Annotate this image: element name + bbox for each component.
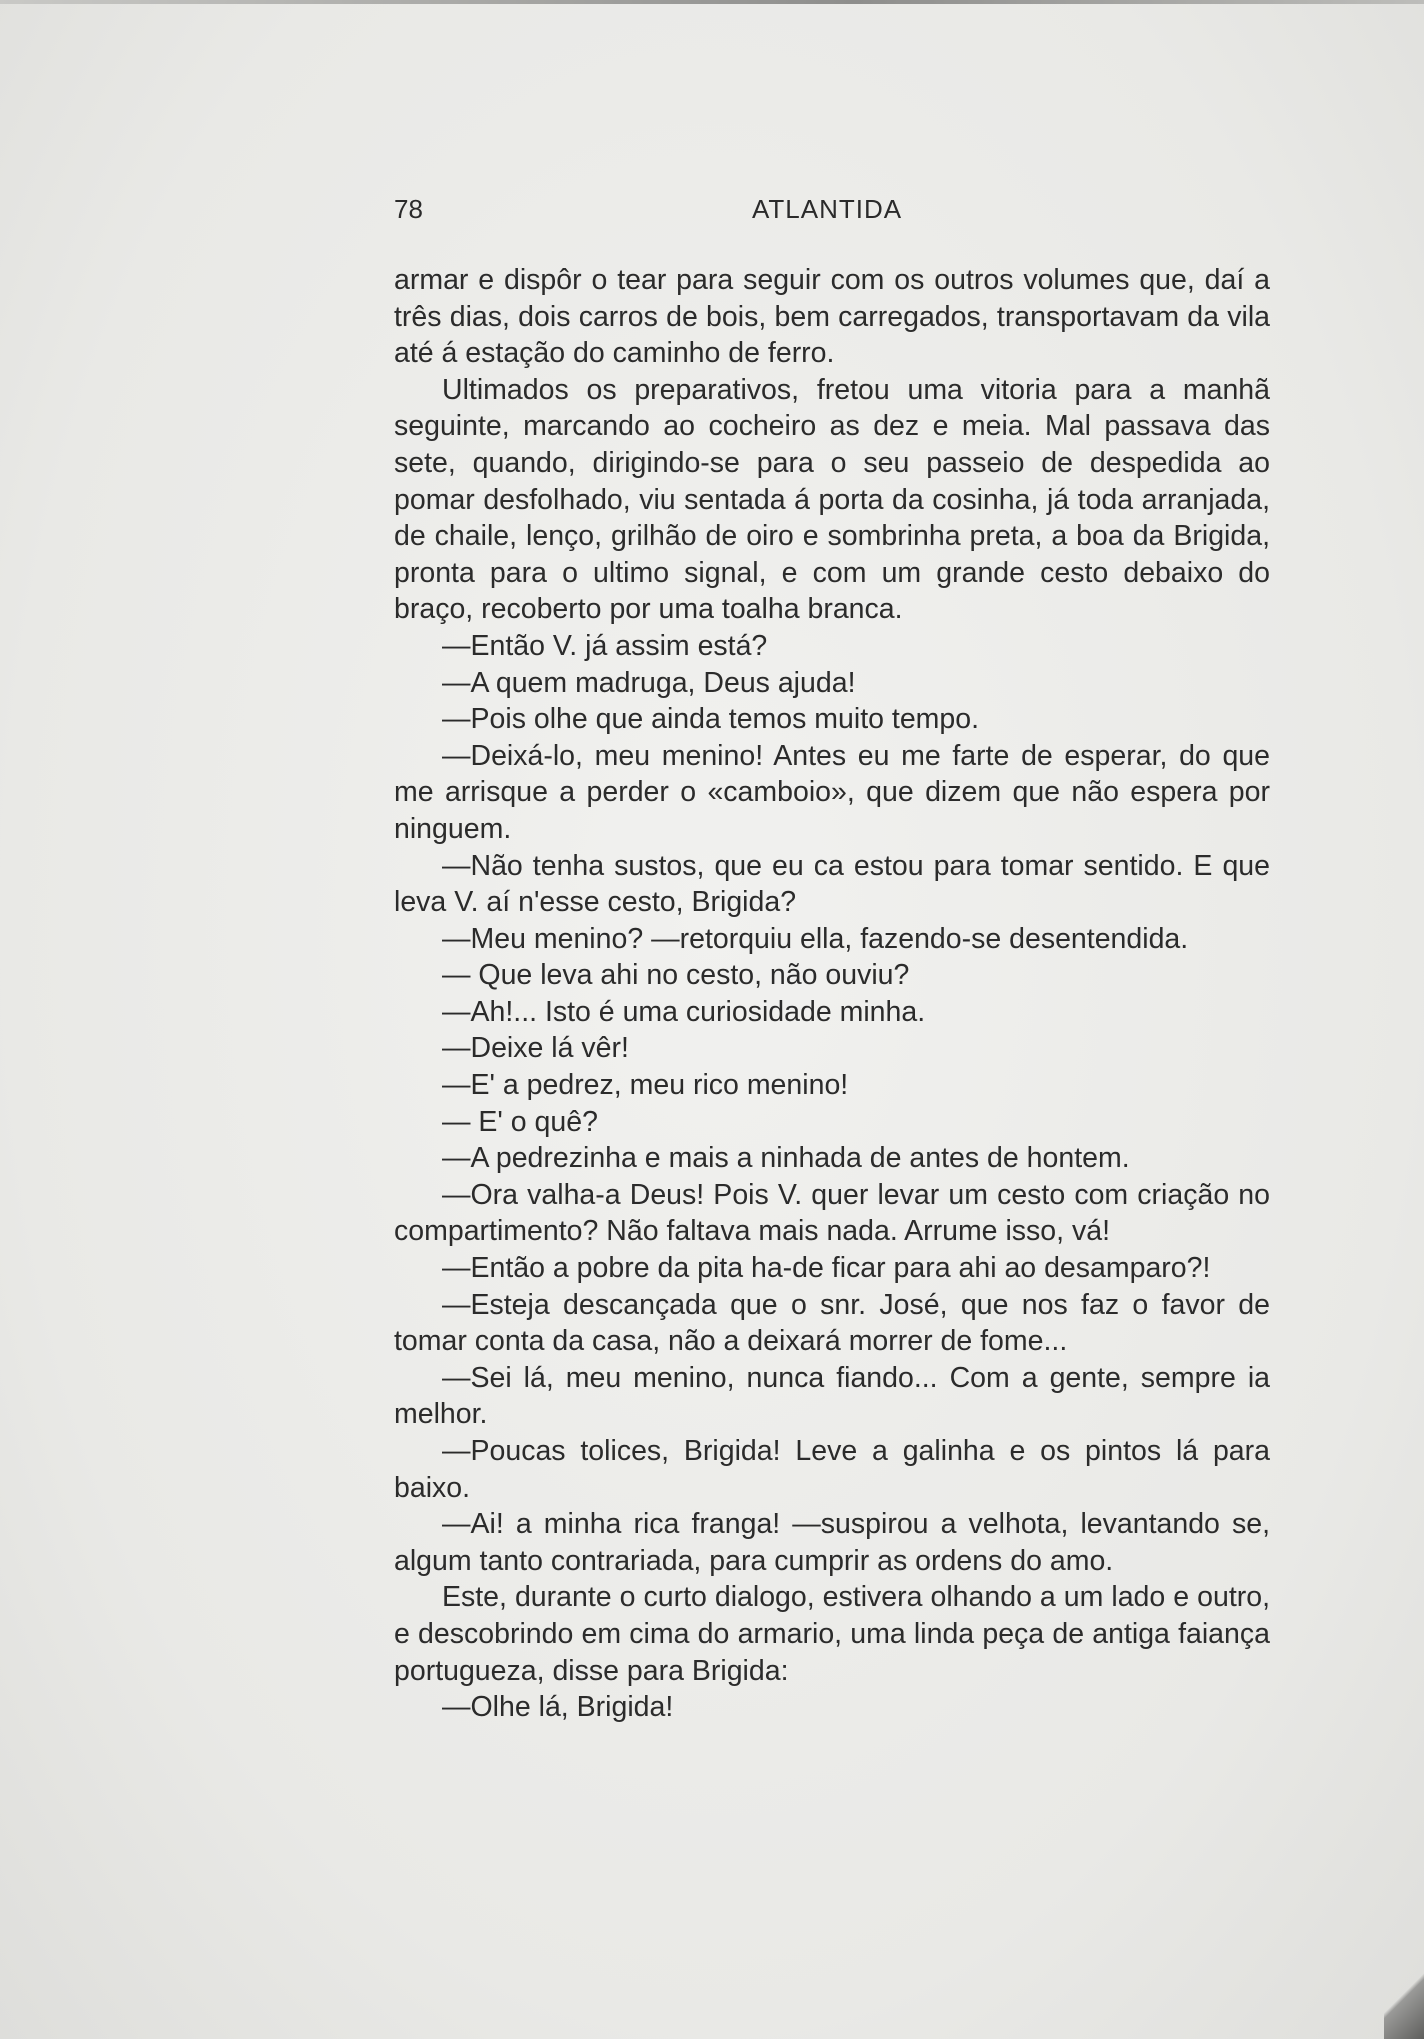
dialogue-line: — Que leva ahi no cesto, não ouviu? — [442, 959, 910, 992]
dialogue-line: —Olhe lá, Brigida! — [442, 1691, 674, 1724]
dialogue-line: —Então V. já assim está? — [442, 629, 768, 662]
dialogue-line: —Esteja descançada que o snr. José, que nos faz o favor de tomar conta da casa, não a deixará morrer de fome... — [394, 1288, 1270, 1358]
dialogue-line: —Não tenha sustos, que eu ca estou para tomar sentido. E que leva V. aí n'esse cesto, Brigida? — [394, 849, 1270, 919]
dialogue-line: —Deixe lá vêr! — [442, 1032, 629, 1065]
page-number: 78 — [394, 194, 423, 224]
dialogue-line: —Então a pobre da pita ha-de ficar para ahi ao desamparo?! — [442, 1252, 1211, 1285]
dialogue-line: —E' a pedrez, meu rico menino! — [442, 1069, 849, 1102]
dialogue-line: —Ai! a minha rica franga! —suspirou a velhota, levantando se, algum tanto contrariada, para cumprir as ordens do amo. — [394, 1508, 1270, 1577]
dialogue-line: —Ah!... Isto é uma curiosidade minha. — [442, 995, 926, 1028]
dialogue-line: —Sei lá, meu menino, nunca fiando... Com a gente, sempre ia melhor. — [394, 1361, 1270, 1431]
dialogue-line: —Poucas tolices, Brigida! Leve a galinha e os pintos lá para baixo. — [394, 1435, 1270, 1504]
paragraph: armar e dispôr o tear para seguir com os outros volumes que, daí a três dias, dois carros de bois, bem carregados, transportavam da vila até á estação do caminho de ferro. — [394, 264, 1270, 370]
dialogue-line: —Meu menino? —retorquiu ella, fazendo-se desentendida. — [442, 922, 1189, 955]
paragraph: Este, durante o curto dialogo, estivera olhando a um lado e outro, e descobrindo em cima do armario, uma linda peça de antiga faiança portugueza, disse para Brigida: — [394, 1581, 1270, 1687]
body-text — [394, 262, 1270, 1726]
dialogue-line: —A pedrezinha e mais a ninhada de antes de hontem. — [442, 1142, 1130, 1175]
dialogue-line: —Pois olhe que ainda temos muito tempo. — [442, 703, 980, 736]
dialogue-line: —Deixá-lo, meu menino! Antes eu me farte de esperar, do que me arrisque a perder o «camboio», que dizem que não espera por ninguem. — [394, 739, 1270, 845]
running-title: ATLANTIDA — [752, 194, 903, 224]
page-top-edge — [0, 0, 1424, 4]
page-header — [394, 194, 1264, 228]
dialogue-line: —Ora valha-a Deus! Pois V. quer levar um cesto com criação no compartimento? Não faltava mais nada. Arrume isso, vá! — [394, 1178, 1270, 1248]
page-corner-fold — [1384, 1959, 1424, 2039]
dialogue-line: —A quem madruga, Deus ajuda! — [442, 666, 856, 699]
dialogue-line: — E' o quê? — [442, 1105, 598, 1138]
paragraph: Ultimados os preparativos, fretou uma vitoria para a manhã seguinte, marcando ao cocheiro as dez e meia. Mal passava das sete, quando, dirigindo-se para o seu passeio de despedida ao pomar desfolhado, viu sentada á porta da cosinha, já toda arranjada, de chaile, lenço, grilhão de oiro e sombrinha preta, a boa da Brigida, pronta para o ultimo signal, e com um grande cesto debaixo do braço, recoberto por uma toalha branca. — [394, 373, 1270, 626]
